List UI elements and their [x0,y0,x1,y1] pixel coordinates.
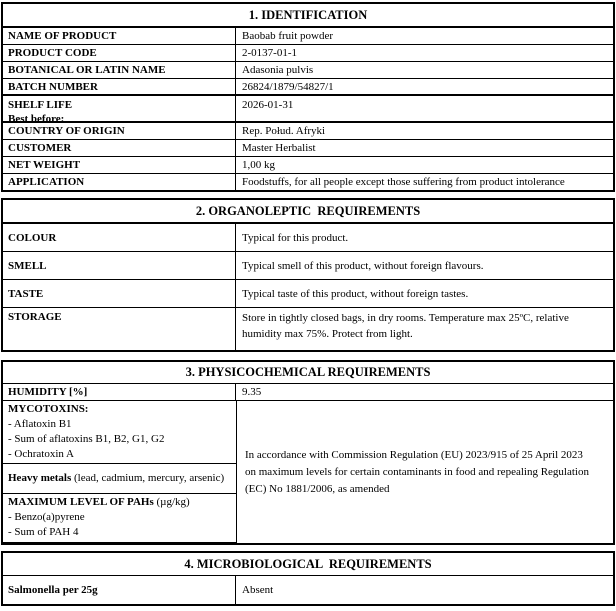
table-row-smell [3,252,613,280]
organoleptic-section-title: 2. ORGANOLEPTIC REQUIREMENTS [3,200,613,224]
physicochemical-table [1,360,615,545]
pahs-item: - Benzo(a)pyrene [8,511,85,523]
field-label: CUSTOMER [3,140,236,156]
mycotoxins-label: MYCOTOXINS: [8,403,89,415]
heavy-metals-cell [3,464,236,494]
table-row-colour [3,224,613,252]
physicochemical-section-title: 3. PHYSICOCHEMICAL REQUIREMENTS [3,362,613,384]
field-label: NAME OF PRODUCT [3,28,236,44]
field-value: Foodstuffs, for all people except those suffering from product intolerance [242,176,565,188]
field-value: Typical smell of this product, without foreign flavours. [242,259,484,272]
field-label: PRODUCT CODE [3,45,236,61]
field-label: TASTE [3,280,236,307]
shelf-life-label: SHELF LIFE [8,99,73,111]
identification-section-title: 1. IDENTIFICATION [3,4,613,28]
table-row-name-of-product [3,28,613,45]
contaminants-labels-column [3,401,237,543]
identification-table [1,2,615,192]
table-row-application [3,174,613,190]
field-value: 2-0137-01-1 [242,47,297,59]
pahs-label [8,495,232,510]
field-label: BOTANICAL OR LATIN NAME [3,62,236,78]
field-value: Adasonia pulvis [242,64,314,76]
mycotoxins-item: - Sum of aflatoxins B1, B2, G1, G2 [8,433,165,445]
pahs-cell [3,494,236,543]
regulation-note: In accordance with Commission Regulation (EU) 2023/915 of 25 April 2023 on maximum levels for certain contaminants in food and repealing Regulation (EC) No 1881/2006, as amended [245,448,589,495]
field-value: Typical for this product. [242,231,349,244]
field-label: HUMIDITY [%] [3,384,236,400]
field-label: NET WEIGHT [3,157,236,173]
heavy-metals-label [8,471,232,486]
table-row-shelf-life [3,96,613,123]
field-value: Store in tightly closed bags, in dry rooms. Temperature max 25ºC, relative humidity max 75%. Protect from light. [242,312,569,340]
best-before-label: Best before: [8,113,65,125]
pahs-label-bold: MAXIMUM LEVEL OF PAHs [8,496,154,508]
heavy-metals-label-detail: (lead, cadmium, mercury, arsenic) [71,472,225,484]
field-value: 1,00 kg [242,159,275,171]
mycotoxins-item: - Aflatoxin B1 [8,418,72,430]
mycotoxins-cell [3,401,236,464]
table-row-salmonella [3,576,613,604]
field-label: Salmonella per 25g [3,576,236,604]
field-value: 2026-01-31 [242,99,294,111]
field-value: Typical taste of this product, without foreign tastes. [242,287,469,300]
pahs-item: - Sum of PAH 4 [8,526,79,538]
heavy-metals-label-bold: Heavy metals [8,472,72,484]
table-row-product-code [3,45,613,62]
mycotoxins-item: - Ochratoxin A [8,448,74,460]
pahs-label-unit: (µg/kg) [153,496,190,508]
field-value: Absent [242,584,274,596]
field-value: 9.35 [242,386,262,398]
table-row-taste [3,280,613,308]
table-row-storage [3,308,613,350]
field-label: BATCH NUMBER [3,79,236,94]
table-row-country-of-origin [3,123,613,140]
field-value: Rep. Połud. Afryki [242,125,326,137]
field-value: 26824/1879/54827/1 [242,80,334,93]
organoleptic-table [1,198,615,352]
field-label: COLOUR [3,224,236,251]
field-label: SMELL [3,252,236,279]
microbiological-table [1,551,615,606]
table-row-botanical-name [3,62,613,79]
table-row-net-weight [3,157,613,174]
field-label: STORAGE [3,308,236,350]
field-value: Master Herbalist [242,142,316,154]
field-label [3,96,236,125]
table-row-batch-number [3,79,613,96]
contaminants-merged-row [3,401,613,543]
table-row-customer [3,140,613,157]
field-value: Baobab fruit powder [242,30,334,42]
table-row-humidity [3,384,613,401]
field-label: COUNTRY OF ORIGIN [3,123,236,139]
microbiological-section-title: 4. MICROBIOLOGICAL REQUIREMENTS [3,553,613,576]
field-label: APPLICATION [3,174,236,190]
